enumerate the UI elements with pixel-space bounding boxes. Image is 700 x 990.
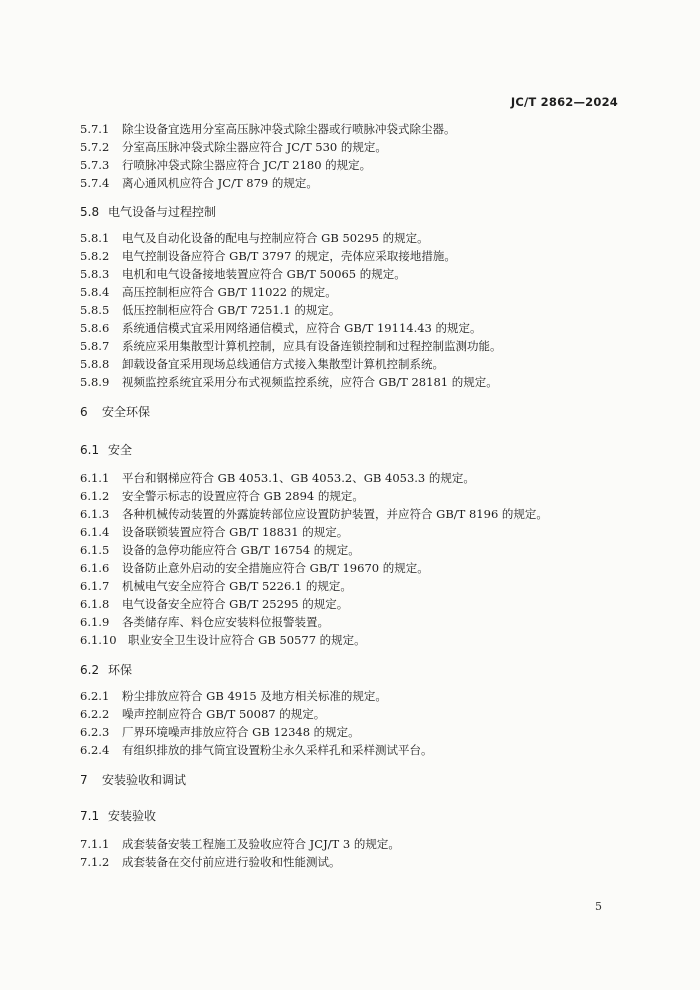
clause-line xyxy=(80,542,360,558)
clause-number: 5.7.1 xyxy=(80,122,110,136)
clause-number: 6.1.5 xyxy=(80,543,110,557)
heading-text: 安全 xyxy=(108,443,133,457)
clause-line xyxy=(80,742,433,758)
chapter-heading xyxy=(80,772,186,788)
clause-line xyxy=(80,488,364,504)
clause-text: 成套装备安装工程施工及验收应符合 JCJ/T 3 的规定。 xyxy=(122,837,400,851)
clause-text: 机械电气安全应符合 GB/T 5226.1 的规定。 xyxy=(122,579,352,593)
clause-line xyxy=(80,836,400,852)
clause-line xyxy=(80,632,366,648)
clause-number: 6.1.6 xyxy=(80,561,110,575)
clause-number: 6.2 xyxy=(80,663,100,677)
clause-text: 系统应采用集散型计算机控制，应具有设备连锁控制和过程控制监测功能。 xyxy=(122,339,502,353)
heading-text: 环保 xyxy=(108,663,133,677)
clause-number: 6.2.2 xyxy=(80,707,110,721)
section-heading xyxy=(80,442,132,458)
clause-text: 平台和钢梯应符合 GB 4053.1、GB 4053.2、GB 4053.3 的规定。 xyxy=(122,471,475,485)
clause-line xyxy=(80,374,498,390)
clause-line xyxy=(80,320,482,336)
heading-text: 电气设备与过程控制 xyxy=(108,205,217,219)
clause-number: 7 xyxy=(80,773,88,787)
clause-text: 设备防止意外启动的安全措施应符合 GB/T 19670 的规定。 xyxy=(122,561,429,575)
clause-number: 5.8.5 xyxy=(80,303,110,317)
clause-line xyxy=(80,706,325,722)
clause-text: 除尘设备宜选用分室高压脉冲袋式除尘器或行喷脉冲袋式除尘器。 xyxy=(122,122,456,136)
clause-text: 各类储存库、料仓应安装料位报警装置。 xyxy=(122,615,329,629)
clause-number: 5.7.3 xyxy=(80,158,110,172)
clause-text: 电机和电气设备接地装置应符合 GB/T 50065 的规定。 xyxy=(122,267,406,281)
clause-text: 行喷脉冲袋式除尘器应符合 JC/T 2180 的规定。 xyxy=(122,158,372,172)
clause-text: 成套装备在交付前应进行验收和性能测试。 xyxy=(122,855,341,869)
standard-code: JC/T 2862—2024 xyxy=(510,95,618,109)
clause-line xyxy=(80,688,387,704)
clause-line xyxy=(80,230,429,246)
clause-number: 7.1.2 xyxy=(80,855,110,869)
clause-line xyxy=(80,506,548,522)
clause-text: 粉尘排放应符合 GB 4915 及地方相关标准的规定。 xyxy=(122,689,387,703)
clause-number: 5.8.6 xyxy=(80,321,110,335)
clause-text: 各种机械传动装置的外露旋转部位应设置防护装置，并应符合 GB/T 8196 的规定。 xyxy=(122,507,548,521)
clause-text: 分室高压脉冲袋式除尘器应符合 JC/T 530 的规定。 xyxy=(122,140,387,154)
clause-line xyxy=(80,302,340,318)
section-heading xyxy=(80,808,156,824)
clause-number: 5.8.2 xyxy=(80,249,110,263)
clause-number: 5.8 xyxy=(80,205,100,219)
clause-text: 职业安全卫生设计应符合 GB 50577 的规定。 xyxy=(128,633,366,647)
clause-line xyxy=(80,121,456,137)
section-heading xyxy=(80,662,132,678)
clause-text: 噪声控制应符合 GB/T 50087 的规定。 xyxy=(122,707,326,721)
heading-text: 安装验收 xyxy=(108,809,157,823)
clause-text: 系统通信模式宜采用网络通信模式，应符合 GB/T 19114.43 的规定。 xyxy=(122,321,482,335)
clause-text: 电气控制设备应符合 GB/T 3797 的规定，壳体应采取接地措施。 xyxy=(122,249,456,263)
heading-text: 安装验收和调试 xyxy=(102,773,187,787)
clause-number: 5.8.1 xyxy=(80,231,110,245)
clause-number: 6.1.7 xyxy=(80,579,110,593)
clause-text: 离心通风机应符合 JC/T 879 的规定。 xyxy=(122,176,318,190)
clause-line xyxy=(80,157,371,173)
heading-text: 安全环保 xyxy=(102,405,151,419)
clause-text: 设备的急停功能应符合 GB/T 16754 的规定。 xyxy=(122,543,360,557)
clause-number: 6.1.4 xyxy=(80,525,110,539)
clause-number: 6.1.1 xyxy=(80,471,110,485)
clause-line xyxy=(80,560,429,576)
clause-number: 6.1.3 xyxy=(80,507,110,521)
clause-text: 低压控制柜应符合 GB/T 7251.1 的规定。 xyxy=(122,303,341,317)
clause-number: 6.1.9 xyxy=(80,615,110,629)
chapter-heading xyxy=(80,404,150,420)
clause-line xyxy=(80,338,502,354)
clause-line xyxy=(80,614,329,630)
clause-text: 安全警示标志的设置应符合 GB 2894 的规定。 xyxy=(122,489,364,503)
clause-text: 高压控制柜应符合 GB/T 11022 的规定。 xyxy=(122,285,337,299)
clause-number: 5.7.4 xyxy=(80,176,110,190)
clause-number: 6.1.10 xyxy=(80,633,117,647)
clause-text: 有组织排放的排气筒宜设置粉尘永久采样孔和采样测试平台。 xyxy=(122,743,433,757)
clause-number: 5.8.4 xyxy=(80,285,110,299)
clause-text: 设备联锁装置应符合 GB/T 18831 的规定。 xyxy=(122,525,349,539)
clause-number: 5.8.9 xyxy=(80,375,110,389)
clause-number: 6.1.8 xyxy=(80,597,110,611)
clause-line xyxy=(80,470,475,486)
clause-line xyxy=(80,724,360,740)
clause-number: 6.1.2 xyxy=(80,489,110,503)
clause-line xyxy=(80,596,348,612)
clause-line xyxy=(80,284,337,300)
clause-line xyxy=(80,139,387,155)
clause-text: 视频监控系统宜采用分布式视频监控系统，应符合 GB/T 28181 的规定。 xyxy=(122,375,498,389)
page-number: 5 xyxy=(595,900,602,913)
clause-number: 7.1 xyxy=(80,809,100,823)
clause-text: 电气设备安全应符合 GB/T 25295 的规定。 xyxy=(122,597,349,611)
clause-line xyxy=(80,175,318,191)
clause-line xyxy=(80,266,406,282)
clause-line xyxy=(80,854,341,870)
clause-text: 电气及自动化设备的配电与控制应符合 GB 50295 的规定。 xyxy=(122,231,429,245)
clause-number: 6 xyxy=(80,405,88,419)
clause-text: 厂界环境噪声排放应符合 GB 12348 的规定。 xyxy=(122,725,360,739)
clause-line xyxy=(80,578,352,594)
clause-line xyxy=(80,356,444,372)
clause-number: 6.1 xyxy=(80,443,100,457)
clause-number: 5.8.8 xyxy=(80,357,110,371)
clause-line xyxy=(80,248,456,264)
clause-text: 卸载设备宜采用现场总线通信方式接入集散型计算机控制系统。 xyxy=(122,357,444,371)
clause-number: 5.8.7 xyxy=(80,339,110,353)
section-heading xyxy=(80,204,216,220)
clause-number: 6.2.4 xyxy=(80,743,110,757)
clause-number: 6.2.1 xyxy=(80,689,110,703)
clause-number: 5.8.3 xyxy=(80,267,110,281)
clause-number: 5.7.2 xyxy=(80,140,110,154)
clause-line xyxy=(80,524,348,540)
clause-number: 6.2.3 xyxy=(80,725,110,739)
clause-number: 7.1.1 xyxy=(80,837,110,851)
